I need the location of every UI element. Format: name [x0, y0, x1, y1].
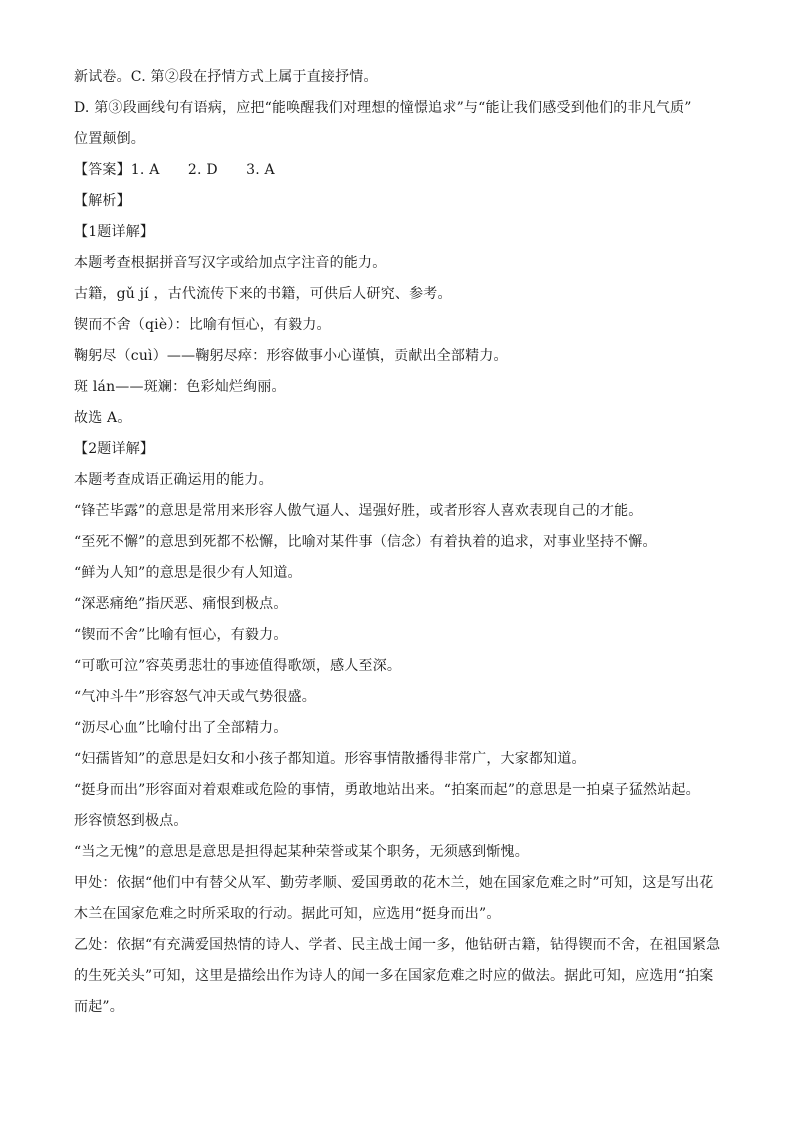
text-line: 的生死关头”可知，这里是描绘出作为诗人的闻一多在国家危难之时应的做法。据此可知，应选用“拍案 — [74, 968, 714, 984]
text-line: 故选 A。 — [74, 410, 132, 426]
text-line: “可歌可泣”容英勇悲壮的事迹值得歌颂，感人至深。 — [74, 658, 402, 674]
section-heading-q2: 【2题详解】 — [74, 441, 155, 457]
text-line: 位置颠倒。 — [74, 131, 145, 147]
text-line: “妇孺皆知”的意思是妇女和小孩子都知道。形容事情散播得非常广，大家都知道。 — [74, 751, 586, 767]
text-line: “至死不懈”的意思到死都不松懈，比喻对某件事（信念）有着执着的追求，对事业坚持不懈。 — [74, 534, 657, 550]
text-line: 乙处：依据“有充满爱国热情的诗人、学者、民主战士闻一多，他钻研古籍，钻得锲而不舍，在祖国紧急 — [74, 937, 721, 953]
text-line: “挺身而出”形容面对着艰难或危险的事情，勇敢地站出来。“拍案而起”的意思是一拍桌子猛然站起。 — [74, 782, 700, 798]
text-line: 甲处：依据“他们中有替父从军、勤劳孝顺、爱国勇敢的花木兰，她在国家危难之时”可知，这是写出花 — [74, 875, 714, 891]
text-line: 锲而不舍（qiè）：比喻有恒心，有毅力。 — [74, 317, 331, 333]
document-page — [74, 62, 724, 1023]
text-line: “锋芒毕露”的意思是常用来形容人傲气逼人、逞强好胜，或者形容人喜欢表现自己的才能。 — [74, 503, 643, 519]
text-line: 本题考查根据拼音写汉字或给加点字注音的能力。 — [74, 255, 387, 271]
answer-line: 【答案】1. A 2. D 3. A — [74, 162, 275, 178]
text-line: 本题考查成语正确运用的能力。 — [74, 472, 273, 488]
text-line: “沥尽心血”比喻付出了全部精力。 — [74, 720, 288, 736]
text-line: 形容愤怒到极点。 — [74, 813, 188, 829]
text-line: D. 第③段画线句有语病，应把“能唤醒我们对理想的憧憬追求”与“能让我们感受到他们的非凡气质” — [74, 100, 692, 116]
text-line: 木兰在国家危难之时所采取的行动。据此可知，应选用“挺身而出”。 — [74, 906, 501, 922]
text-line: 而起”。 — [74, 999, 124, 1015]
text-line: 斑 lán——斑斓：色彩灿烂绚丽。 — [74, 379, 286, 395]
text-line: 新试卷。C. 第②段在抒情方式上属于直接抒情。 — [74, 69, 378, 85]
text-line: “鲜为人知”的意思是很少有人知道。 — [74, 565, 302, 581]
text-line: “深恶痛绝”指厌恶、痛恨到极点。 — [74, 596, 288, 612]
text-line: “气冲斗牛”形容怒气冲天或气势很盛。 — [74, 689, 316, 705]
section-heading-analysis: 【解析】 — [74, 193, 131, 209]
section-heading-q1: 【1题详解】 — [74, 224, 155, 240]
text-line: “锲而不舍”比喻有恒心，有毅力。 — [74, 627, 288, 643]
text-line: 鞠躬尽（cuì）——鞠躬尽瘁：形容做事小心谨慎，贡献出全部精力。 — [74, 348, 508, 364]
text-line: “当之无愧”的意思是意思是担得起某种荣誉或某个职务，无须感到惭愧。 — [74, 844, 529, 860]
text-line: 古籍，gǔ jí ，古代流传下来的书籍，可供后人研究、参考。 — [74, 286, 452, 302]
